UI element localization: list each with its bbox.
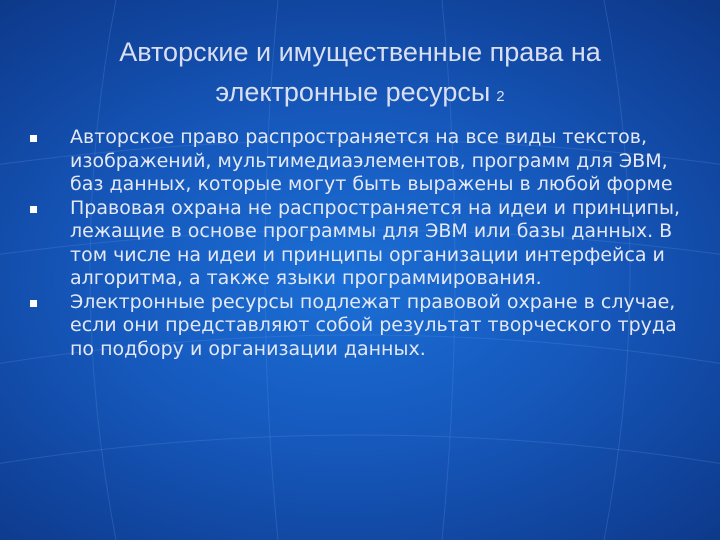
- bullet-item: [30, 126, 690, 197]
- bullet-item: [30, 197, 690, 291]
- bullet-text: Авторское право распространяется на все виды текстов, изображений, мультимедиаэлементов, программ для ЭВМ, баз данных, которые могут быть выражены в любой форме: [70, 126, 673, 195]
- bullet-text: Электронные ресурсы подлежат правовой охране в случае, если они представляют собой результат творческого труда по подбору и организации данных.: [70, 290, 677, 360]
- title-line-1: Авторские и имущественные права на: [119, 37, 601, 67]
- title-slide-number: 2: [496, 88, 505, 105]
- bullet-list: [30, 126, 690, 361]
- square-bullet-icon: [30, 135, 37, 142]
- title-line-2: [40, 72, 680, 117]
- slide-title: [40, 32, 680, 117]
- bullet-item: [30, 291, 690, 362]
- square-bullet-icon: [30, 206, 37, 213]
- square-bullet-icon: [30, 300, 37, 307]
- bullet-text: Правовая охрана не распространяется на идеи и принципы, лежащие в основе программы для ЭВМ или базы данных. В том числе на идеи и принципы организации интерфейса и алгоритма, а также языки программирования.: [70, 196, 681, 289]
- title-line-2-text: электронные ресурсы: [215, 77, 491, 107]
